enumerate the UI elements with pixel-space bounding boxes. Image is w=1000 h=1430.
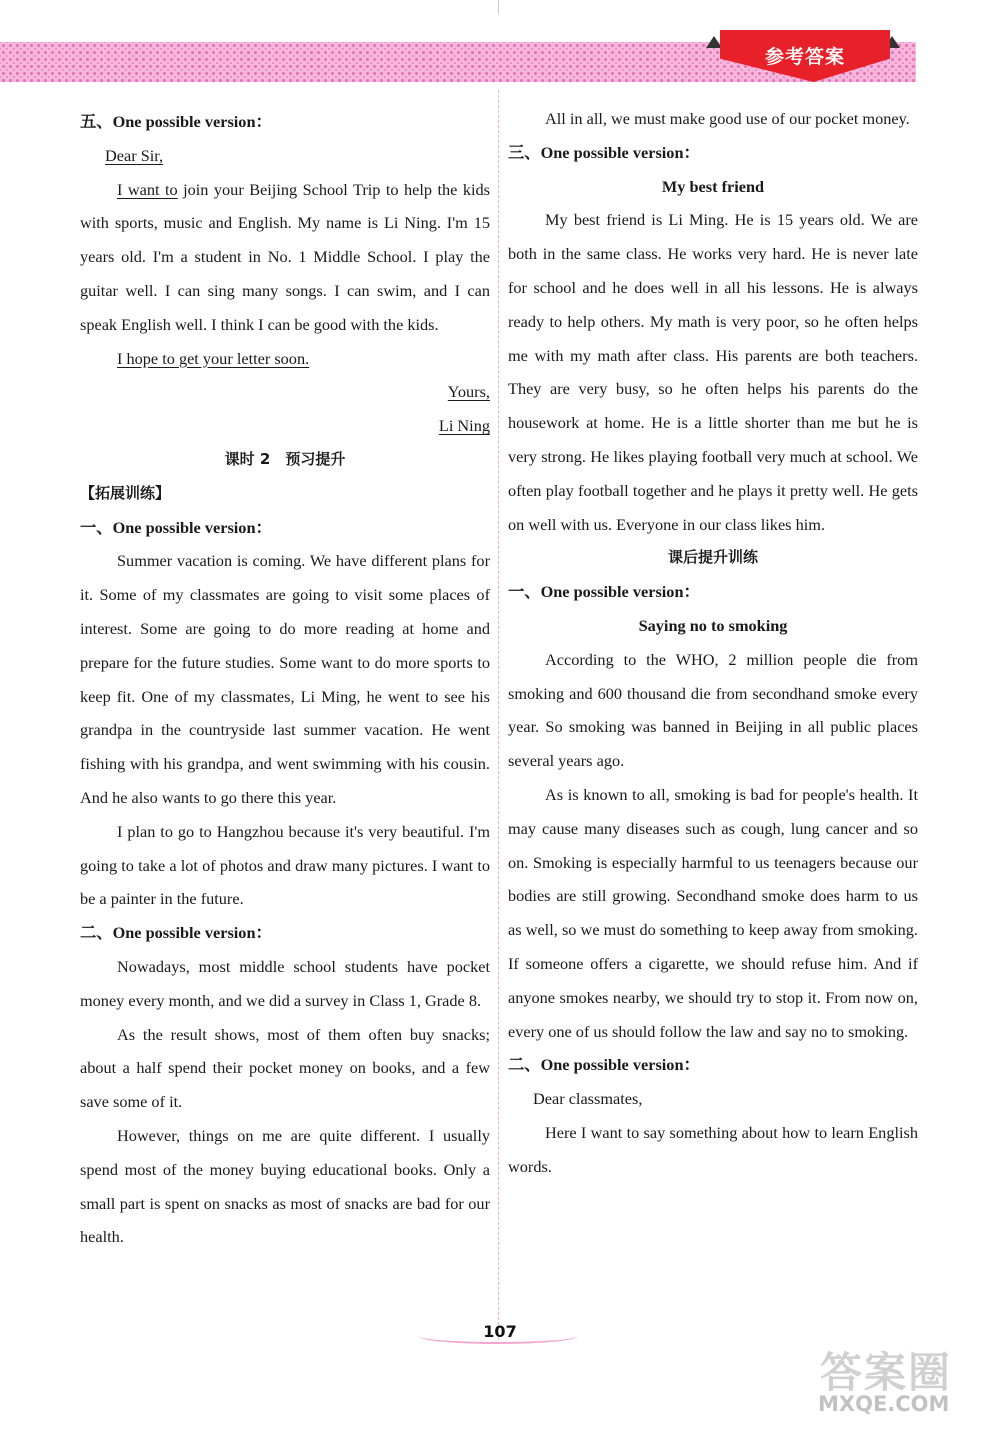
extension-training-title: 【拓展训练】 xyxy=(80,483,171,502)
letter-paragraph-2 xyxy=(80,342,490,376)
answer-tab-label: 参考答案 xyxy=(764,46,845,68)
smoking-paragraph-1: According to the WHO, 2 million people die from smoking and 600 thousand die from secondhand smoke every year. So smoking was banned in Beijing in all public places several years ago. xyxy=(508,649,918,771)
page-number: 107 xyxy=(483,1322,517,1341)
section-one-paragraph-2: I plan to go to Hangzhou because it's very beautiful. I'm going to take a lot of photos and draw many pictures. I want to be a painter in the future. xyxy=(80,821,490,909)
after-section-two-label: 二、One possible version： xyxy=(508,1055,700,1075)
letter-closing xyxy=(80,375,490,409)
letter-closing-text: Yours, xyxy=(447,382,490,402)
right-column xyxy=(508,102,918,1184)
section-two-paragraph-4: All in all, we must make good use of our pocket money. xyxy=(545,109,910,128)
left-column xyxy=(80,105,490,1254)
column-divider xyxy=(498,90,499,1340)
section-three-label: 三、One possible version： xyxy=(508,142,700,162)
section-two-paragraph-1: Nowadays, most middle school students have pocket money every month, and we did a survey in Class 1, Grade 8. xyxy=(80,956,490,1010)
letter-signature xyxy=(80,409,490,443)
underlined-phrase: I want to xyxy=(117,179,178,199)
section-two-label: 二、One possible version： xyxy=(80,923,272,943)
letter-paragraph-1 xyxy=(80,173,490,342)
letter-signature-text: Li Ning xyxy=(438,416,490,436)
after-class-title: 课后提升训练 xyxy=(667,548,758,567)
section-five-label: 五、One possible version： xyxy=(80,112,272,131)
section-two-paragraph-2: As the result shows, most of them often buy snacks; about a half spend their pocket money on books, and a few save some of it. xyxy=(80,1024,490,1112)
watermark-url: MXQE.COM xyxy=(818,1392,950,1416)
after-section-one-label: 一、One possible version： xyxy=(508,582,700,602)
essay-title-smoking: Saying no to smoking xyxy=(638,615,788,635)
letter-paragraph-1-text: join your Beijing School Trip to help the kids with sports, music and English. My name is Li Ning. I'm 15 years old. I'm a student in No. 1 Middle School. I play the guitar well. I can sing many songs. I can swim, and I can speak English well. I think I can be good with the kids. xyxy=(80,179,491,334)
section-three-paragraph: My best friend is Li Ming. He is 15 years old. We are both in the same class. He works very hard. He is never late for school and he does well in all his lessons. He is always ready to help others. My math is very poor, so he often helps me with my math after class. His parents are both teachers. They are very busy, so he often helps his parents do the housework at home. He is a little shorter than me but he is very strong. He likes playing football very much at school. We often play football together and he plays it pretty well. He gets on well with us. Everyone in our class likes him. xyxy=(508,210,918,534)
smoking-paragraph-2: As is known to all, smoking is bad for people's health. It may cause many diseases such as cough, lung cancer and so on. Smoking is especially harmful to us teenagers because our bodies are still growing. Secondhand smoke does harm to us as well, so we must do something to keep away from smoking. If someone offers a cigarette, we should refuse him. And if anyone smokes nearby, we should try to stop it. From now on, every one of us should follow the law and say no to smoking. xyxy=(508,784,918,1041)
letter-greeting xyxy=(80,139,490,173)
watermark-logo: 答案圈 xyxy=(820,1348,953,1397)
top-tick xyxy=(498,0,499,14)
section-one-paragraph-1: Summer vacation is coming. We have different plans for it. Some of my classmates are going to visit some places of interest. Some are going to do more reading at home and prepare for the future studies. Some want to do more sports to keep fit. One of my classmates, Li Ming, he went to see his grandpa in the countryside last summer vacation. He went fishing with his grandpa, and went swimming with his cousin. And he also wants to go there this year. xyxy=(80,551,490,807)
essay-title-best-friend: My best friend xyxy=(661,176,765,196)
letter-greeting-text: Dear Sir, xyxy=(105,145,164,165)
section-one-label: 一、One possible version： xyxy=(80,517,272,537)
speech-greeting: Dear classmates, xyxy=(533,1089,643,1109)
speech-paragraph-1: Here I want to say something about how to learn English words. xyxy=(508,1122,918,1176)
letter-paragraph-2-text: I hope to get your letter soon. xyxy=(117,348,310,368)
section-two-paragraph-3: However, things on me are quite different. I usually spend most of the money buying educational books. Only a small part is spent on snacks as most of snacks are bad for our health. xyxy=(80,1125,490,1247)
lesson-title: 课时 2 预习提升 xyxy=(224,449,346,468)
